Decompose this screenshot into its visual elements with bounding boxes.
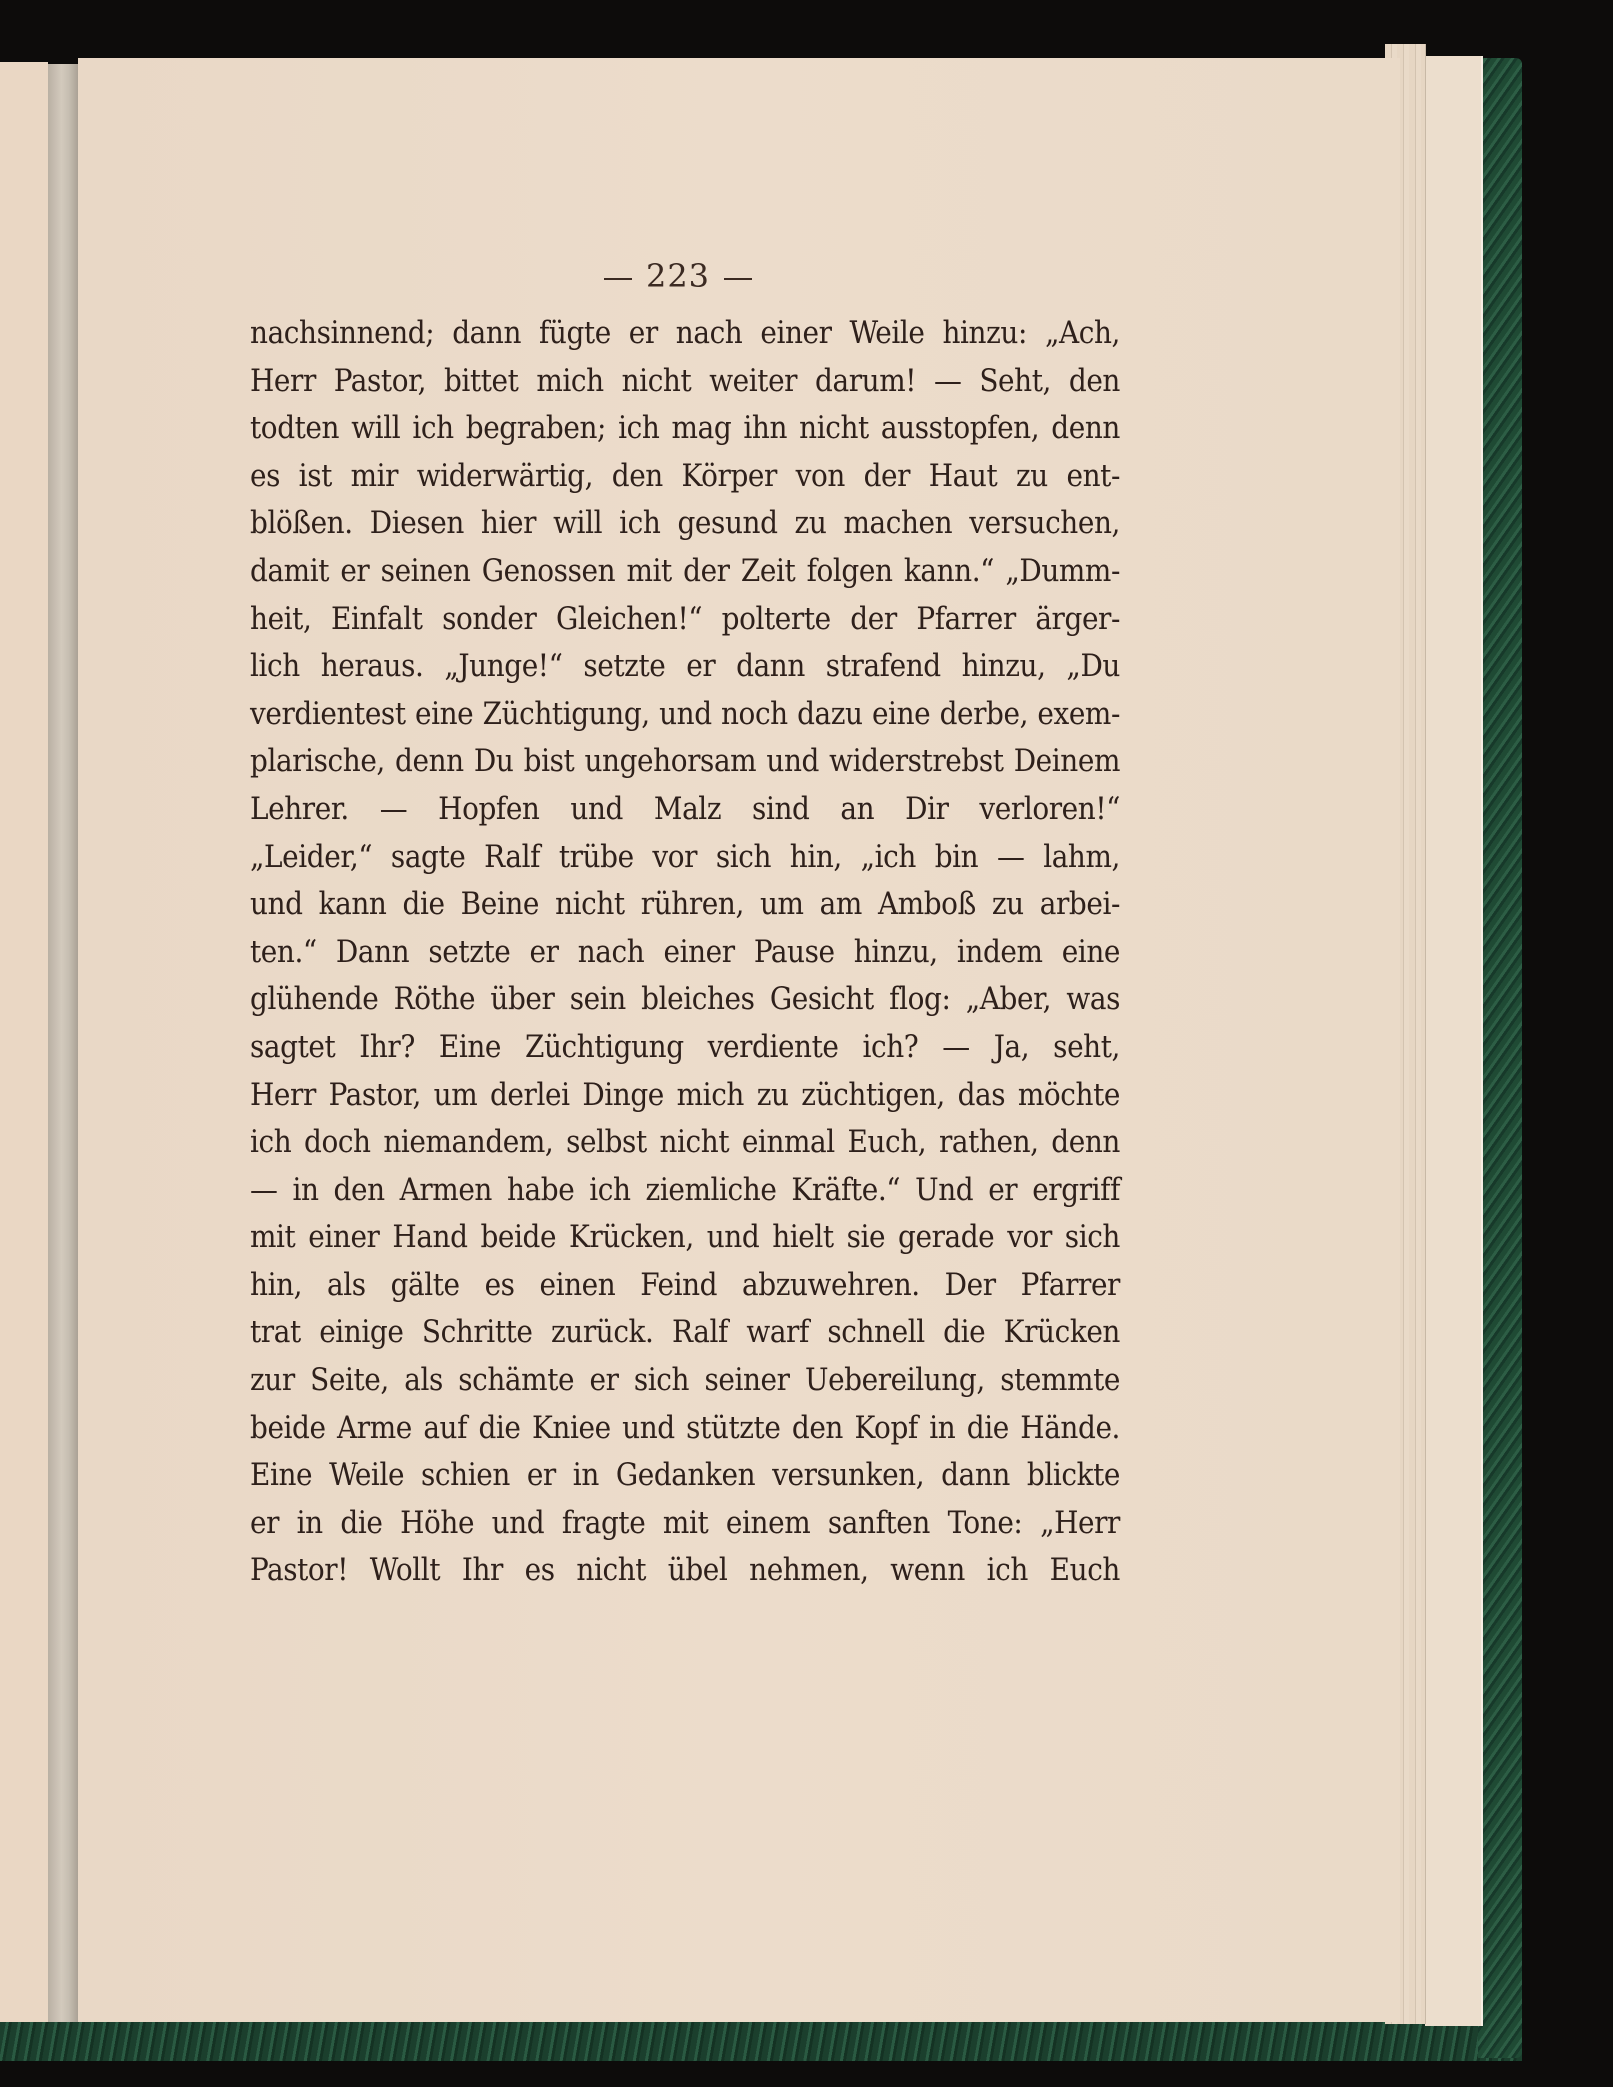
text-line: beide Arme auf die Kniee und stützte den Kopf in die Hände. — [250, 1409, 1120, 1446]
text-line: heit, Einfalt sonder Gleichen!“ polterte der Pfarrer ärger- — [250, 600, 1120, 637]
text-line: und kann die Beine nicht rühren, um am Amboß zu arbei- — [250, 886, 1120, 923]
text-line: zur Seite, als schämte er sich seiner Uebereilung, stemmte — [250, 1362, 1120, 1399]
book-cover-right-edge — [1478, 58, 1522, 2058]
text-line: glühende Röthe über sein bleiches Gesicht flog: „Aber, was — [250, 981, 1120, 1018]
left-page-edge — [0, 62, 48, 2022]
page-fore-edge — [1425, 56, 1483, 2026]
text-line: Eine Weile schien er in Gedanken versunken, dann blickte — [250, 1457, 1120, 1494]
text-line: sagtet Ihr? Eine Züchtigung verdiente ich? — Ja, seht, — [250, 1028, 1120, 1065]
em-dash-right — [724, 278, 752, 280]
text-line: mit einer Hand beide Krücken, und hielt sie gerade vor sich — [250, 1219, 1120, 1256]
text-line: Herr Pastor, bittet mich nicht weiter darum! — Seht, den — [250, 362, 1120, 399]
text-line: plarische, denn Du bist ungehorsam und widerstrebst Deinem — [250, 743, 1120, 780]
text-line: Pastor! Wollt Ihr es nicht übel nehmen, wenn ich Euch — [250, 1552, 1120, 1589]
text-line: verdientest eine Züchtigung, und noch dazu eine derbe, exem- — [250, 695, 1120, 732]
book-gutter — [48, 64, 78, 2022]
text-line: „Leider,“ sagte Ralf trübe vor sich hin, „ich bin — lahm, — [250, 838, 1120, 875]
text-line: — in den Armen habe ich ziemliche Kräfte.“ Und er ergriff — [250, 1171, 1120, 1208]
page-number: 223 — [645, 257, 711, 295]
text-line: lich heraus. „Junge!“ setzte er dann strafend hinzu, „Du — [250, 648, 1120, 685]
page-number-header — [578, 257, 778, 295]
text-line: ten.“ Dann setzte er nach einer Pause hinzu, indem eine — [250, 933, 1120, 970]
text-line: trat einige Schritte zurück. Ralf warf schnell die Krücken — [250, 1314, 1120, 1351]
text-line: todten will ich begraben; ich mag ihn nicht ausstopfen, denn — [250, 410, 1120, 447]
page-body-text — [250, 310, 1120, 1595]
text-line: ich doch niemandem, selbst nicht einmal Euch, rathen, denn — [250, 1124, 1120, 1161]
em-dash-left — [604, 278, 632, 280]
text-line: er in die Höhe und fragte mit einem sanften Tone: „Herr — [250, 1504, 1120, 1541]
text-line: damit er seinen Genossen mit der Zeit folgen kann.“ „Dumm- — [250, 552, 1120, 589]
text-line: es ist mir widerwärtig, den Körper von der Haut zu ent- — [250, 457, 1120, 494]
text-line: Lehrer. — Hopfen und Malz sind an Dir verloren!“ — [250, 790, 1120, 827]
book-cover-bottom-edge — [0, 2021, 1522, 2061]
text-line: Herr Pastor, um derlei Dinge mich zu züchtigen, das möchte — [250, 1076, 1120, 1113]
text-line: nachsinnend; dann fügte er nach einer Weile hinzu: „Ach, — [250, 315, 1120, 351]
text-line: blößen. Diesen hier will ich gesund zu machen versuchen, — [250, 505, 1120, 542]
text-line: hin, als gälte es einen Feind abzuwehren. Der Pfarrer — [250, 1266, 1120, 1303]
